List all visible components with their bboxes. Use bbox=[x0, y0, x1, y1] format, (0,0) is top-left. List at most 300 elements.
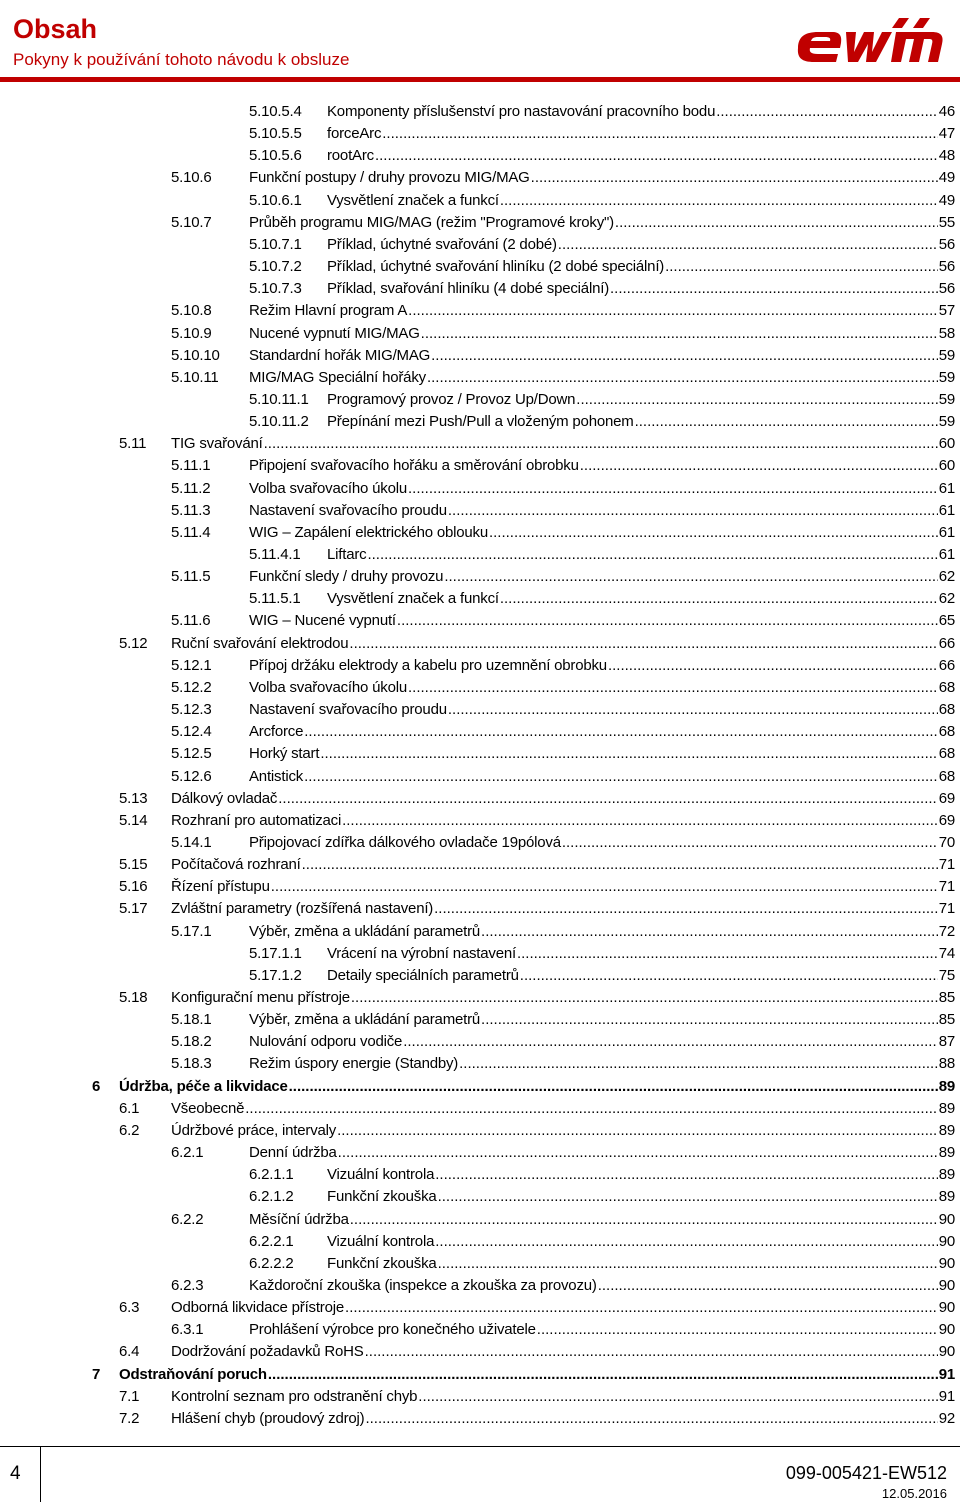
toc-entry-title: Odborná likvidace přístroje bbox=[171, 1299, 345, 1317]
toc-entry-title: Funkční zkouška bbox=[327, 1188, 437, 1206]
toc-entry-page: 91 bbox=[938, 1365, 955, 1383]
toc-entry-title: Vysvětlení značek a funkcí bbox=[327, 590, 499, 608]
toc-dot-leader bbox=[716, 102, 937, 122]
toc-entry-title: Dodržování požadavků RoHS bbox=[171, 1343, 364, 1361]
toc-dot-leader bbox=[531, 168, 938, 188]
toc-entry-number: 5.11.4 bbox=[171, 523, 211, 541]
toc-dot-leader bbox=[489, 523, 938, 543]
toc-entry-page: 61 bbox=[938, 479, 955, 497]
toc-entry-number: 5.18.3 bbox=[171, 1055, 212, 1073]
toc-entry[interactable] bbox=[249, 966, 955, 986]
toc-dot-leader bbox=[408, 479, 938, 499]
toc-entry-title: Volba svařovacího úkolu bbox=[249, 678, 408, 696]
toc-dot-leader bbox=[520, 966, 938, 986]
toc-entry-number: 5.14 bbox=[119, 811, 148, 829]
toc-entry-page: 71 bbox=[938, 856, 955, 874]
toc-entry-title: Standardní hořák MIG/MAG bbox=[249, 346, 431, 364]
toc-entry-title: WIG – Nucené vypnutí bbox=[249, 612, 396, 630]
toc-entry-page: 90 bbox=[938, 1276, 955, 1294]
toc-entry-page: 56 bbox=[938, 235, 955, 253]
toc-entry[interactable] bbox=[171, 700, 955, 720]
toc-entry-number: 5.17.1.1 bbox=[249, 944, 302, 962]
toc-dot-leader bbox=[345, 1298, 938, 1318]
toc-entry[interactable] bbox=[171, 168, 955, 188]
toc-entry-number: 5.12 bbox=[119, 634, 148, 652]
toc-entry-title: Příklad, úchytné svařování (2 dobé) bbox=[327, 235, 557, 253]
toc-entry-number: 7.1 bbox=[119, 1387, 140, 1405]
toc-entry-title: Nulování odporu vodiče bbox=[249, 1033, 403, 1051]
toc-entry-page: 60 bbox=[938, 435, 955, 453]
toc-entry-title: Odstraňování poruch bbox=[119, 1365, 267, 1383]
toc-entry-title: Počítačová rozhraní bbox=[171, 856, 301, 874]
toc-entry[interactable] bbox=[119, 811, 955, 831]
toc-dot-leader bbox=[245, 1099, 937, 1119]
toc-dot-leader bbox=[576, 390, 937, 410]
toc-entry-number: 5.12.3 bbox=[171, 701, 212, 719]
document-date: 12.05.2016 bbox=[881, 1486, 947, 1501]
toc-entry-page: 71 bbox=[938, 878, 955, 896]
toc-entry-page: 56 bbox=[938, 280, 955, 298]
toc-dot-leader bbox=[459, 1054, 938, 1074]
toc-entry-page: 66 bbox=[938, 656, 955, 674]
toc-dot-leader bbox=[365, 1409, 937, 1429]
toc-entry-number: 6.2.2 bbox=[171, 1210, 204, 1228]
toc-entry[interactable] bbox=[171, 301, 955, 321]
toc-entry[interactable] bbox=[119, 855, 955, 875]
toc-entry-number: 5.10.9 bbox=[171, 324, 212, 342]
toc-entry-page: 90 bbox=[938, 1210, 955, 1228]
toc-entry-number: 5.15 bbox=[119, 856, 148, 874]
toc-dot-leader bbox=[350, 1210, 938, 1230]
toc-entry-number: 5.10.5.5 bbox=[249, 125, 302, 143]
toc-entry-page: 88 bbox=[938, 1055, 955, 1073]
toc-entry[interactable] bbox=[249, 279, 955, 299]
toc-entry[interactable] bbox=[171, 767, 955, 787]
toc-entry[interactable] bbox=[249, 390, 955, 410]
toc-entry-number: 5.10.5.4 bbox=[249, 103, 302, 120]
toc-entry-title: Arcforce bbox=[249, 723, 304, 741]
toc-entry-title: Vrácení na výrobní nastavení bbox=[327, 944, 516, 962]
toc-entry-number: 6.2.1 bbox=[171, 1144, 204, 1162]
toc-entry-title: Měsíční údržba bbox=[249, 1210, 349, 1228]
toc-entry[interactable] bbox=[119, 988, 955, 1008]
toc-dot-leader bbox=[397, 611, 938, 631]
toc-entry[interactable] bbox=[92, 1365, 955, 1385]
toc-entry-title: Horký start bbox=[249, 745, 320, 763]
toc-entry[interactable] bbox=[171, 1054, 955, 1074]
toc-entry-number: 5.10.10 bbox=[171, 346, 220, 364]
toc-entry-title: Přepínání mezi Push/Pull a vloženým pohonem bbox=[327, 413, 634, 431]
toc-entry-title: Řízení přístupu bbox=[171, 878, 270, 896]
toc-entry-number: 6.2.1.2 bbox=[249, 1188, 294, 1206]
toc-entry-page: 61 bbox=[938, 546, 955, 563]
toc-dot-leader bbox=[517, 944, 938, 964]
toc-entry-number: 5.17.1.2 bbox=[249, 966, 302, 984]
toc-entry[interactable] bbox=[171, 1276, 955, 1296]
toc-entry-number: 5.11.2 bbox=[171, 479, 211, 497]
toc-entry-page: 68 bbox=[938, 767, 955, 785]
toc-dot-leader bbox=[435, 1232, 937, 1252]
toc-dot-leader bbox=[367, 545, 937, 565]
toc-entry-page: 91 bbox=[938, 1387, 955, 1405]
toc-dot-leader bbox=[268, 1365, 938, 1385]
toc-entry-number: 5.11.6 bbox=[171, 612, 211, 630]
toc-entry-page: 89 bbox=[938, 1188, 955, 1206]
toc-entry[interactable] bbox=[249, 1187, 955, 1207]
toc-entry-page: 66 bbox=[938, 634, 955, 652]
toc-entry-number: 5.10.11.1 bbox=[249, 390, 309, 408]
toc-entry-number: 5.16 bbox=[119, 878, 148, 896]
toc-entry-number: 6 bbox=[92, 1077, 101, 1095]
toc-entry[interactable] bbox=[171, 678, 955, 698]
ewm-logo bbox=[796, 16, 944, 66]
toc-entry-number: 5.13 bbox=[119, 789, 148, 807]
toc-entry-page: 90 bbox=[938, 1254, 955, 1272]
toc-entry[interactable] bbox=[249, 1165, 955, 1185]
toc-entry[interactable] bbox=[171, 456, 955, 476]
toc-entry-title: Průběh programu MIG/MAG (režim "Programové kroky") bbox=[249, 213, 614, 231]
toc-entry[interactable] bbox=[171, 1320, 955, 1340]
toc-entry[interactable] bbox=[119, 434, 955, 454]
toc-entry-page: 85 bbox=[938, 1011, 955, 1029]
toc-dot-leader bbox=[438, 1187, 938, 1207]
toc-entry-page: 89 bbox=[938, 1144, 955, 1162]
toc-entry[interactable] bbox=[249, 412, 955, 432]
toc-entry-page: 46 bbox=[938, 103, 955, 120]
toc-entry-page: 90 bbox=[938, 1299, 955, 1317]
toc-entry-number: 7.2 bbox=[119, 1409, 140, 1427]
toc-entry-title: forceArc bbox=[327, 125, 382, 143]
toc-entry-title: Ruční svařování elektrodou bbox=[171, 634, 349, 652]
toc-dot-leader bbox=[264, 434, 938, 454]
toc-dot-leader bbox=[481, 1010, 938, 1030]
toc-entry[interactable] bbox=[119, 1387, 955, 1407]
toc-entry-title: Funkční zkouška bbox=[327, 1254, 437, 1272]
toc-entry-title: rootArc bbox=[327, 147, 374, 165]
toc-entry-page: 68 bbox=[938, 701, 955, 719]
toc-dot-leader bbox=[427, 368, 938, 388]
toc-entry-page: 71 bbox=[938, 900, 955, 918]
toc-entry[interactable] bbox=[171, 611, 955, 631]
toc-entry-page: 85 bbox=[938, 989, 955, 1006]
toc-entry[interactable] bbox=[249, 191, 955, 211]
toc-entry-number: 5.11 bbox=[119, 435, 147, 453]
toc-entry-page: 61 bbox=[938, 501, 955, 519]
toc-entry-number: 5.10.11 bbox=[171, 368, 219, 386]
toc-entry-title: Připojovací zdířka dálkového ovladače 19pólová bbox=[249, 833, 561, 851]
toc-entry[interactable] bbox=[119, 634, 955, 654]
toc-dot-leader bbox=[580, 456, 938, 476]
toc-entry-title: Konfigurační menu přístroje bbox=[171, 989, 350, 1006]
toc-entry-number: 6.2.3 bbox=[171, 1276, 204, 1294]
toc-entry-number: 6.2.1.1 bbox=[249, 1166, 294, 1184]
toc-entry[interactable] bbox=[171, 324, 955, 344]
toc-entry-number: 5.17.1 bbox=[171, 922, 212, 940]
toc-entry-number: 5.11.4.1 bbox=[249, 546, 301, 563]
toc-entry-number: 5.12.2 bbox=[171, 678, 212, 696]
toc-entry-title: MIG/MAG Speciální hořáky bbox=[249, 368, 426, 386]
toc-entry-page: 49 bbox=[938, 191, 955, 209]
toc-entry-title: Vizuální kontrola bbox=[327, 1232, 435, 1250]
toc-dot-leader bbox=[500, 589, 938, 609]
toc-entry[interactable] bbox=[171, 346, 955, 366]
toc-dot-leader bbox=[448, 700, 938, 720]
toc-entry[interactable] bbox=[249, 235, 955, 255]
toc-entry-title: Dálkový ovladač bbox=[171, 789, 278, 807]
toc-entry-page: 90 bbox=[938, 1232, 955, 1250]
toc-dot-leader bbox=[302, 855, 938, 875]
toc-entry-number: 6.2 bbox=[119, 1121, 140, 1139]
toc-dot-leader bbox=[337, 1121, 938, 1141]
toc-entry-page: 58 bbox=[938, 324, 955, 342]
toc-dot-leader bbox=[598, 1276, 938, 1296]
toc-entry-number: 5.10.6 bbox=[171, 169, 212, 187]
toc-entry[interactable] bbox=[171, 744, 955, 764]
toc-dot-leader bbox=[382, 124, 937, 144]
toc-entry-page: 90 bbox=[938, 1343, 955, 1361]
toc-entry[interactable] bbox=[249, 944, 955, 964]
toc-entry-page: 74 bbox=[938, 944, 955, 962]
toc-dot-leader bbox=[500, 191, 938, 211]
toc-dot-leader bbox=[558, 235, 938, 255]
toc-entry-page: 69 bbox=[938, 811, 955, 829]
toc-dot-leader bbox=[375, 146, 938, 166]
toc-entry-title: Programový provoz / Provoz Up/Down bbox=[327, 390, 576, 408]
toc-entry[interactable] bbox=[249, 257, 955, 277]
toc-dot-leader bbox=[408, 678, 938, 698]
page-subtitle: Pokyny k používání tohoto návodu k obsluze bbox=[13, 50, 350, 69]
header-rule bbox=[0, 77, 960, 82]
toc-entry-page: 62 bbox=[938, 568, 955, 586]
toc-dot-leader bbox=[418, 1387, 937, 1407]
toc-entry-page: 59 bbox=[938, 368, 955, 386]
toc-entry-number: 6.2.2.2 bbox=[249, 1254, 294, 1272]
toc-entry-number: 6.1 bbox=[119, 1099, 140, 1117]
toc-dot-leader bbox=[434, 899, 938, 919]
toc-entry-title: Režim úspory energie (Standby) bbox=[249, 1055, 459, 1073]
toc-entry-number: 5.12.1 bbox=[171, 656, 212, 674]
toc-entry-number: 5.17 bbox=[119, 900, 148, 918]
toc-entry-title: Přípoj držáku elektrody a kabelu pro uzemnění obrobku bbox=[249, 656, 607, 674]
toc-entry-page: 72 bbox=[938, 922, 955, 940]
toc-entry-number: 7 bbox=[92, 1365, 101, 1383]
toc-entry-page: 62 bbox=[938, 590, 955, 608]
toc-entry-page: 92 bbox=[938, 1409, 955, 1427]
toc-dot-leader bbox=[408, 301, 938, 321]
toc-entry-title: TIG svařování bbox=[171, 435, 263, 453]
toc-entry-title: Nastavení svařovacího proudu bbox=[249, 501, 447, 519]
toc-dot-leader bbox=[320, 744, 937, 764]
toc-entry-number: 5.10.7.3 bbox=[249, 280, 302, 298]
toc-entry[interactable] bbox=[119, 877, 955, 897]
toc-dot-leader bbox=[608, 656, 938, 676]
toc-entry[interactable] bbox=[119, 1298, 955, 1318]
toc-dot-leader bbox=[537, 1320, 938, 1340]
toc-entry-page: 69 bbox=[938, 789, 955, 807]
toc-entry-number: 6.2.2.1 bbox=[249, 1232, 294, 1250]
toc-entry-number: 5.11.5 bbox=[171, 568, 211, 586]
toc-dot-leader bbox=[610, 279, 938, 299]
toc-entry-title: WIG – Zapálení elektrického oblouku bbox=[249, 523, 488, 541]
toc-entry-page: 47 bbox=[938, 125, 955, 143]
toc-entry-page: 56 bbox=[938, 258, 955, 276]
toc-entry-page: 87 bbox=[938, 1033, 955, 1051]
toc-entry[interactable] bbox=[171, 567, 955, 587]
toc-entry-number: 5.10.7.1 bbox=[249, 235, 302, 253]
toc-entry[interactable] bbox=[171, 523, 955, 543]
toc-entry-number: 5.10.5.6 bbox=[249, 147, 302, 165]
toc-entry[interactable] bbox=[171, 501, 955, 521]
toc-dot-leader bbox=[481, 922, 938, 942]
toc-entry[interactable] bbox=[119, 789, 955, 809]
toc-dot-leader bbox=[289, 1077, 938, 1097]
toc-dot-leader bbox=[365, 1342, 938, 1362]
toc-entry-title: Výběr, změna a ukládání parametrů bbox=[249, 1011, 481, 1029]
toc-entry-number: 5.10.7 bbox=[171, 213, 212, 231]
toc-entry-title: Nucené vypnutí MIG/MAG bbox=[249, 324, 420, 342]
toc-entry-title: Nastavení svařovacího proudu bbox=[249, 701, 447, 719]
toc-dot-leader bbox=[431, 346, 938, 366]
toc-entry-page: 59 bbox=[938, 390, 955, 408]
toc-entry-page: 55 bbox=[938, 213, 955, 231]
toc-entry-title: Zvláštní parametry (rozšířená nastavení) bbox=[171, 900, 434, 918]
toc-dot-leader bbox=[421, 324, 938, 344]
toc-entry-title: Liftarc bbox=[327, 546, 367, 563]
toc-entry-title: Údržbové práce, intervaly bbox=[171, 1121, 337, 1139]
toc-entry-title: Vizuální kontrola bbox=[327, 1166, 435, 1184]
toc-entry[interactable] bbox=[119, 1342, 955, 1362]
toc-entry[interactable] bbox=[249, 1254, 955, 1274]
toc-entry[interactable] bbox=[249, 1232, 955, 1252]
toc-entry-title: Vysvětlení značek a funkcí bbox=[327, 191, 499, 209]
toc-dot-leader bbox=[635, 412, 938, 432]
toc-dot-leader bbox=[562, 833, 938, 853]
toc-dot-leader bbox=[444, 567, 937, 587]
footer-rule bbox=[0, 1446, 960, 1447]
toc-dot-leader bbox=[615, 213, 938, 233]
toc-entry[interactable] bbox=[119, 1121, 955, 1141]
toc-entry[interactable] bbox=[171, 213, 955, 233]
toc-entry-title: Funkční postupy / druhy provozu MIG/MAG bbox=[249, 169, 530, 187]
toc-entry-number: 5.12.6 bbox=[171, 767, 212, 785]
toc-dot-leader bbox=[278, 789, 937, 809]
toc-entry-number: 5.11.1 bbox=[171, 457, 211, 475]
toc-entry-number: 5.10.8 bbox=[171, 302, 212, 320]
toc-entry-page: 89 bbox=[938, 1099, 955, 1117]
toc-entry[interactable] bbox=[171, 833, 955, 853]
toc-dot-leader bbox=[351, 988, 938, 1008]
toc-entry[interactable] bbox=[249, 102, 955, 122]
toc-entry-page: 61 bbox=[938, 523, 955, 541]
toc-entry-title: Režim Hlavní program A bbox=[249, 302, 408, 320]
toc-dot-leader bbox=[403, 1032, 938, 1052]
toc-entry-page: 89 bbox=[938, 1077, 955, 1095]
toc-entry-number: 5.10.7.2 bbox=[249, 258, 302, 276]
toc-entry[interactable] bbox=[171, 1032, 955, 1052]
toc-entry-title: Příklad, úchytné svařování hliníku (2 dobé speciální) bbox=[327, 258, 665, 276]
toc-entry-title: Údržba, péče a likvidace bbox=[119, 1077, 288, 1095]
toc-entry-page: 49 bbox=[938, 169, 955, 187]
toc-dot-leader bbox=[271, 877, 938, 897]
toc-entry[interactable] bbox=[171, 368, 955, 388]
toc-entry[interactable] bbox=[171, 1143, 955, 1163]
toc-entry-number: 6.3.1 bbox=[171, 1321, 204, 1339]
toc-dot-leader bbox=[338, 1143, 938, 1163]
toc-entry-page: 90 bbox=[938, 1321, 955, 1339]
toc-dot-leader bbox=[304, 767, 938, 787]
page-title: Obsah bbox=[13, 14, 98, 44]
toc-entry-title: Detaily speciálních parametrů bbox=[327, 966, 519, 984]
toc-dot-leader bbox=[304, 722, 937, 742]
toc-entry-title: Každoroční zkouška (inspekce a zkouška za provozu) bbox=[249, 1276, 597, 1294]
toc-entry-page: 89 bbox=[938, 1121, 955, 1139]
toc-entry[interactable] bbox=[171, 479, 955, 499]
toc-entry-page: 57 bbox=[938, 302, 955, 320]
toc-entry[interactable] bbox=[119, 1099, 955, 1119]
toc-entry[interactable] bbox=[171, 722, 955, 742]
toc-dot-leader bbox=[665, 257, 938, 277]
toc-entry[interactable] bbox=[119, 899, 955, 919]
toc-entry[interactable] bbox=[171, 1210, 955, 1230]
toc-entry-page: 59 bbox=[938, 413, 955, 431]
toc-entry-title: Výběr, změna a ukládání parametrů bbox=[249, 922, 481, 940]
toc-entry-number: 6.4 bbox=[119, 1343, 140, 1361]
toc-entry[interactable] bbox=[92, 1077, 955, 1097]
toc-entry-title: Volba svařovacího úkolu bbox=[249, 479, 408, 497]
footer-divider bbox=[40, 1446, 41, 1502]
toc-entry-page: 68 bbox=[938, 678, 955, 696]
toc-entry-number: 5.12.4 bbox=[171, 723, 212, 741]
toc-entry-title: Příklad, svařování hliníku (4 dobé speciální) bbox=[327, 280, 609, 298]
toc-entry-page: 60 bbox=[938, 457, 955, 475]
toc-entry-title: Komponenty příslušenství pro nastavování pracovního bodu bbox=[327, 103, 716, 120]
toc-entry-page: 70 bbox=[938, 833, 955, 851]
toc-entry-number: 5.12.5 bbox=[171, 745, 212, 763]
toc-entry-title: Funkční sledy / druhy provozu bbox=[249, 568, 444, 586]
toc-entry[interactable] bbox=[249, 124, 955, 144]
toc-entry-page: 59 bbox=[938, 346, 955, 364]
toc-entry-page: 65 bbox=[938, 612, 955, 630]
toc-entry[interactable] bbox=[249, 589, 955, 609]
toc-entry-title: Rozhraní pro automatizaci bbox=[171, 811, 342, 829]
toc-dot-leader bbox=[342, 811, 938, 831]
toc-entry-title: Denní údržba bbox=[249, 1144, 337, 1162]
toc-entry-number: 5.11.3 bbox=[171, 501, 211, 519]
toc-entry-number: 5.10.6.1 bbox=[249, 191, 302, 209]
toc-entry-title: Všeobecně bbox=[171, 1099, 245, 1117]
toc-entry[interactable] bbox=[171, 656, 955, 676]
toc-entry-number: 5.18.2 bbox=[171, 1033, 212, 1051]
toc-entry-number: 5.18 bbox=[119, 989, 148, 1006]
toc-entry-title: Hlášení chyb (proudový zdroj) bbox=[171, 1409, 365, 1427]
toc-entry-number: 5.11.5.1 bbox=[249, 590, 301, 608]
toc-entry[interactable] bbox=[171, 1010, 955, 1030]
toc-entry[interactable] bbox=[249, 146, 955, 166]
toc-entry[interactable] bbox=[249, 545, 955, 565]
toc-entry[interactable] bbox=[119, 1409, 955, 1429]
toc-entry-title: Antistick bbox=[249, 767, 304, 785]
toc-entry-title: Připojení svařovacího hořáku a směrování obrobku bbox=[249, 457, 579, 475]
toc-entry-number: 5.10.11.2 bbox=[249, 413, 309, 431]
toc-entry-number: 5.18.1 bbox=[171, 1011, 212, 1029]
document-number: 099-005421-EW512 bbox=[785, 1463, 947, 1483]
toc-entry-page: 89 bbox=[938, 1166, 955, 1184]
toc-entry-page: 68 bbox=[938, 745, 955, 763]
toc-entry-number: 5.14.1 bbox=[171, 833, 212, 851]
toc-entry[interactable] bbox=[171, 922, 955, 942]
toc-dot-leader bbox=[448, 501, 938, 521]
toc-entry-title: Kontrolní seznam pro odstranění chyb bbox=[171, 1387, 418, 1405]
